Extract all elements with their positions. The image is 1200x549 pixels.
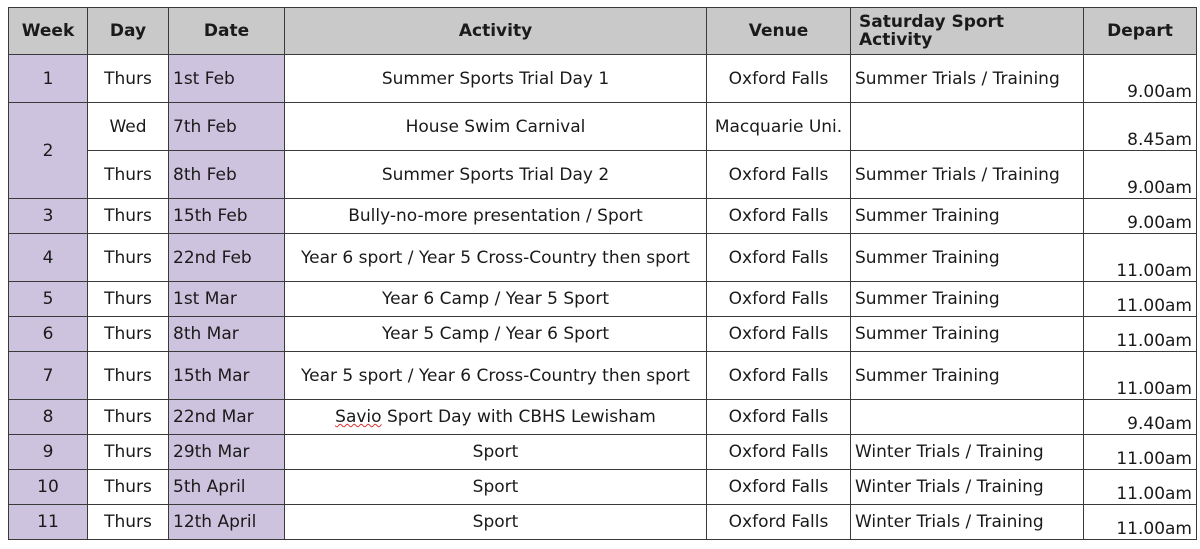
day-cell: Wed <box>88 103 169 151</box>
activity-cell: Bully-no-more presentation / Sport <box>285 199 707 234</box>
day-cell: Thurs <box>88 505 169 540</box>
column-header-day: Day <box>88 8 169 55</box>
table-row <box>9 199 1197 234</box>
date-cell: 7th Feb <box>169 103 285 151</box>
saturday-activity-cell: Summer Trials / Training <box>851 55 1084 103</box>
date-cell: 22nd Feb <box>169 234 285 282</box>
day-cell: Thurs <box>88 317 169 352</box>
day-cell: Thurs <box>88 234 169 282</box>
depart-cell: 11.00am <box>1084 505 1197 540</box>
venue-cell: Oxford Falls <box>707 55 851 103</box>
saturday-activity-cell: Summer Trials / Training <box>851 151 1084 199</box>
depart-cell: 11.00am <box>1084 352 1197 400</box>
week-cell: 10 <box>9 470 88 505</box>
table-row <box>9 505 1197 540</box>
week-cell: 1 <box>9 55 88 103</box>
depart-cell: 11.00am <box>1084 282 1197 317</box>
depart-cell: 11.00am <box>1084 317 1197 352</box>
table-row <box>9 282 1197 317</box>
table-row <box>9 352 1197 400</box>
column-header-week: Week <box>9 8 88 55</box>
day-cell: Thurs <box>88 352 169 400</box>
week-cell: 9 <box>9 435 88 470</box>
venue-cell: Oxford Falls <box>707 435 851 470</box>
depart-cell: 9.00am <box>1084 199 1197 234</box>
date-cell: 12th April <box>169 505 285 540</box>
week-cell: 7 <box>9 352 88 400</box>
activity-cell: Sport <box>285 470 707 505</box>
saturday-activity-cell: Summer Training <box>851 234 1084 282</box>
day-cell: Thurs <box>88 151 169 199</box>
week-cell: 4 <box>9 234 88 282</box>
column-header-depart: Depart <box>1084 8 1197 55</box>
activity-cell: Sport <box>285 505 707 540</box>
activity-cell: Sport <box>285 435 707 470</box>
table-row <box>9 234 1197 282</box>
week-cell: 5 <box>9 282 88 317</box>
date-cell: 8th Mar <box>169 317 285 352</box>
activity-cell <box>285 400 707 435</box>
column-header-saturday-sport-activity: Saturday Sport Activity <box>851 8 1084 55</box>
depart-cell: 11.00am <box>1084 435 1197 470</box>
depart-cell: 11.00am <box>1084 234 1197 282</box>
activity-cell: Summer Sports Trial Day 1 <box>285 55 707 103</box>
spellcheck-flagged-word: Savio <box>335 407 382 427</box>
activity-cell: Year 5 Camp / Year 6 Sport <box>285 317 707 352</box>
day-cell: Thurs <box>88 282 169 317</box>
activity-cell: House Swim Carnival <box>285 103 707 151</box>
table-row <box>9 470 1197 505</box>
saturday-activity-cell: Summer Training <box>851 317 1084 352</box>
day-cell: Thurs <box>88 55 169 103</box>
venue-cell: Oxford Falls <box>707 234 851 282</box>
saturday-activity-cell: Winter Trials / Training <box>851 470 1084 505</box>
activity-cell: Year 6 Camp / Year 5 Sport <box>285 282 707 317</box>
venue-cell: Oxford Falls <box>707 352 851 400</box>
sport-schedule-document <box>8 7 1197 540</box>
date-cell: 5th April <box>169 470 285 505</box>
saturday-activity-cell: Winter Trials / Training <box>851 505 1084 540</box>
day-cell: Thurs <box>88 199 169 234</box>
depart-cell: 9.00am <box>1084 55 1197 103</box>
activity-cell: Summer Sports Trial Day 2 <box>285 151 707 199</box>
week-cell: 11 <box>9 505 88 540</box>
venue-cell: Oxford Falls <box>707 505 851 540</box>
day-cell: Thurs <box>88 435 169 470</box>
day-cell: Thurs <box>88 400 169 435</box>
table-row <box>9 151 1197 199</box>
week-cell: 8 <box>9 400 88 435</box>
date-cell: 29th Mar <box>169 435 285 470</box>
saturday-activity-cell: Summer Training <box>851 282 1084 317</box>
column-header-date: Date <box>169 8 285 55</box>
date-cell: 8th Feb <box>169 151 285 199</box>
week-cell: 6 <box>9 317 88 352</box>
week-cell: 3 <box>9 199 88 234</box>
activity-cell: Year 5 sport / Year 6 Cross-Country then sport <box>285 352 707 400</box>
saturday-activity-cell <box>851 400 1084 435</box>
table-row <box>9 400 1197 435</box>
table-row <box>9 435 1197 470</box>
column-header-venue: Venue <box>707 8 851 55</box>
venue-cell: Oxford Falls <box>707 282 851 317</box>
date-cell: 15th Mar <box>169 352 285 400</box>
week-cell: 2 <box>9 103 88 199</box>
venue-cell: Oxford Falls <box>707 199 851 234</box>
date-cell: 15th Feb <box>169 199 285 234</box>
venue-cell: Macquarie Uni. <box>707 103 851 151</box>
table-row <box>9 103 1197 151</box>
venue-cell: Oxford Falls <box>707 470 851 505</box>
date-cell: 1st Mar <box>169 282 285 317</box>
venue-cell: Oxford Falls <box>707 317 851 352</box>
saturday-activity-cell: Summer Training <box>851 352 1084 400</box>
date-cell: 1st Feb <box>169 55 285 103</box>
saturday-activity-cell <box>851 103 1084 151</box>
venue-cell: Oxford Falls <box>707 400 851 435</box>
saturday-activity-cell: Summer Training <box>851 199 1084 234</box>
column-header-activity: Activity <box>285 8 707 55</box>
day-cell: Thurs <box>88 470 169 505</box>
sport-schedule-table <box>8 7 1197 540</box>
depart-cell: 9.00am <box>1084 151 1197 199</box>
depart-cell: 11.00am <box>1084 470 1197 505</box>
table-row <box>9 55 1197 103</box>
table-row <box>9 317 1197 352</box>
venue-cell: Oxford Falls <box>707 151 851 199</box>
saturday-activity-cell: Winter Trials / Training <box>851 435 1084 470</box>
date-cell: 22nd Mar <box>169 400 285 435</box>
activity-text: Sport Day with CBHS Lewisham <box>381 407 656 427</box>
header-row <box>9 8 1197 55</box>
activity-cell: Year 6 sport / Year 5 Cross-Country then sport <box>285 234 707 282</box>
depart-cell: 8.45am <box>1084 103 1197 151</box>
depart-cell: 9.40am <box>1084 400 1197 435</box>
